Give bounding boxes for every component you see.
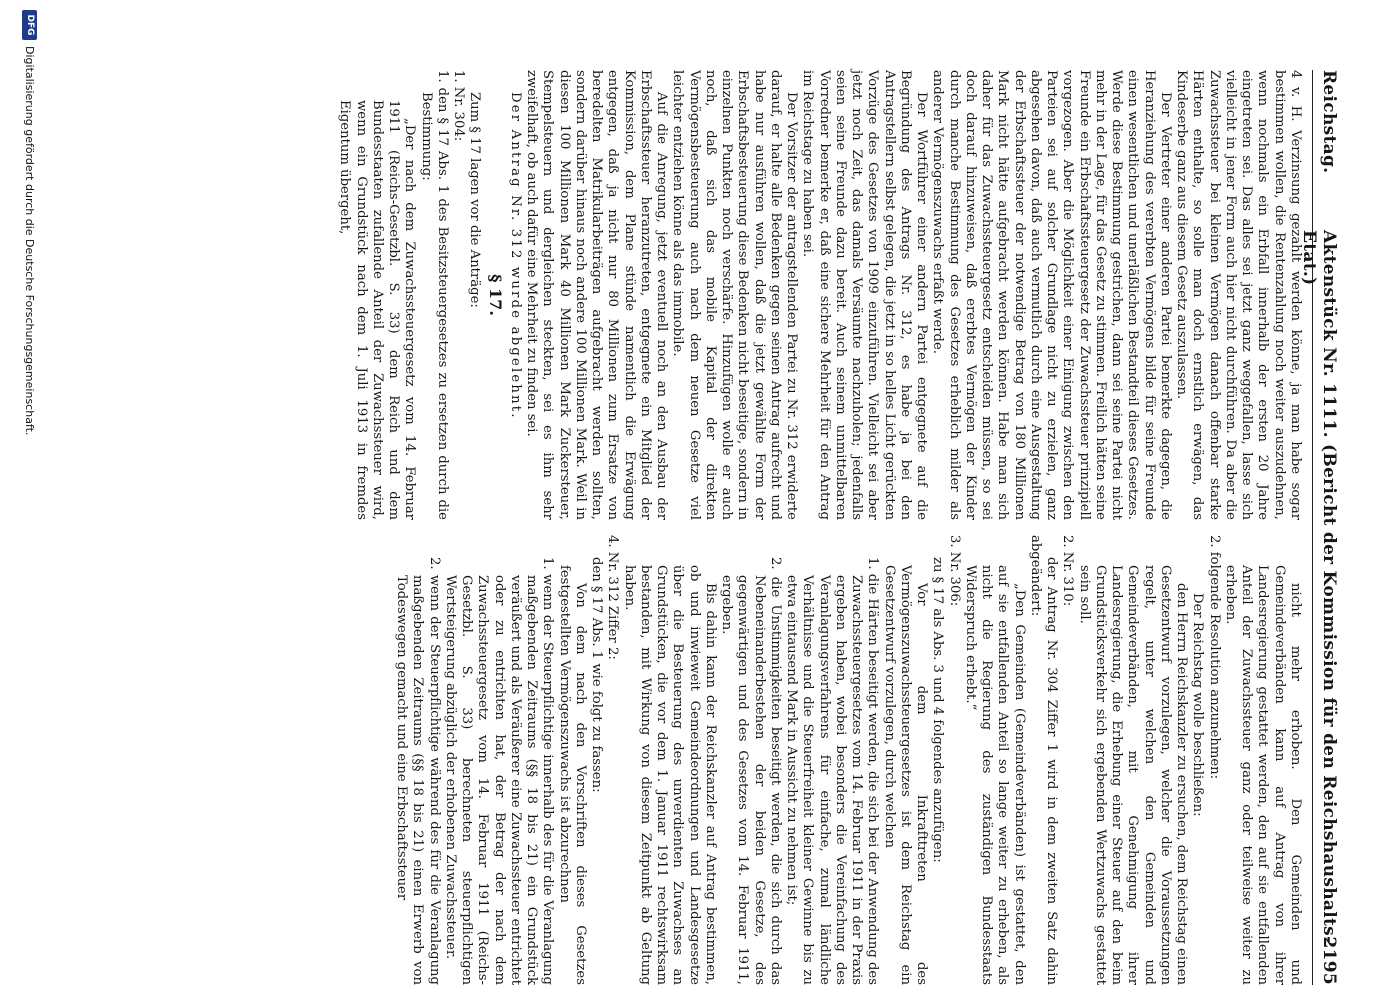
paragraph: 4 v. H. Verzinsung gezahlt werden könne, ja man habe sogar bestimmen wollen, die Rentenzahlung noch weiter auszudehnen, wenn nochmals ein Erbfall innerhalb der ersten 20 Jahre eingetreten sei. Das alles sei jetzt ganz weggefallen, lasse sich vielleicht in jener Form auch hier nicht durchführen. Da aber die Zuwachssteuer bei kleinen Vermögen danach offenbar starke Härten enthalte, so solle man doch ernstlich erwägen, das Kindeserbe ganz aus diesem Gesetz auszulassen.	[1174, 70, 1303, 520]
dfg-logo: DFG	[22, 10, 37, 40]
paragraph: der Antrag Nr. 304 Ziffer 1 wird in dem zweiten Satz dahin abgeändert:	[1028, 535, 1060, 985]
paragraph: Bis dahin kann der Reichskanzler auf Antrag bestimmen, ob und inwieweit Gemeindeordnungen und Landesgesetze über die Besteuerung des unverdienten Zuwachses an Grundstücken, die vor dem 1. Januar 1911 rechtswirksam bestanden, mit Wirkung von diesem Zeitpunkt ab Geltung haben.	[621, 565, 718, 985]
list-item: 2. die Unstimmigkeiten beseitigt werden, die sich durch das Nebeneinanderbestehen der beiden Gesetze, des gegenwärtigen und des Gesetzes vom 14. Februar 1911, ergeben.	[719, 557, 783, 985]
quoted-text: „Der nach dem Zuwachssteuergesetz vom 14. Februar 1911 (Reichs-Gesetzbl. S. 33) dem Reich und dem Bundesstaaten zufallende Anteil der Zuwachssteuer wird, wenn ein Grundstück nach dem 1. Juli 1913 in fremdes Eigentum übergeht,	[337, 100, 418, 520]
header-title: Aktenstück Nr. 1111. (Bericht der Kommission für den Reichshaushalts-Etat.)	[1299, 230, 1339, 944]
paragraph: Der Vertreter einer anderen Partei bemerkte dagegen, die Heranziehung des vererbten Vermögens bilde für seine Freunde einen wesentlichen und unerläßlichen Bestandteil dieses Gesetzes. Werde diese Bestimmung gestrichen, dann sei seine Partei nicht mehr in der Lage, für das Gesetz zu stimmen. Freilich hätten seine Freunde ein Erbschaftssteuergesetz der Zuwachssteuer prinzipiell vorgezogen. Aber die Möglichkeit einer Einigung zwischen den Parteien sei auf solcher Grundlage nicht zu erzielen, ganz abgesehen davon, daß auch vermutlich durch eine Ausgestaltung der Erbschaftssteuer der notwendige Betrag von 180 Millionen Mark nicht hätte aufgebracht werden können. Habe man sich daher für das Zuwachssteuergesetz entscheiden müssen, so sei doch darauf hinzuweisen, daß ererbtes Vermögen der Kinder durch manche Bestimmung des Gesetzes erheblich milder als anderer Vermögenszuwachs erfaßt werde.	[930, 70, 1173, 520]
section-intro: Zum § 17 lagen vor die Anträge:	[467, 92, 483, 308]
paragraph: Der Vorsitzer der antragstellenden Partei zu Nr. 312 erwiderte darauf, er halte alle Bedenken gegen seinen Antrag aufrecht und habe nur ausführen wollen, daß die jetzt gewählte Form der Erbschaftsbesteuerung diese Bedenken nicht beseitige, sondern in einzelnen Punkten noch verschärfe. Hinzufügen wolle er auch noch, daß sich das mobile Kapital der direkten Vermögensbesteuerung auch nach dem neuen Gesetze viel leichter entziehen könne als das immobile.	[670, 70, 800, 520]
paragraph: Der Antrag Nr. 312 wurde abgelehnt.	[508, 92, 523, 420]
paragraph: den § 17 Abs. 1 wie folgt zu fassen:	[589, 557, 605, 793]
list-item: 2. wenn der Steuerpflichtige während des für die Veranlagung maßgebenden Zeitraums (§§ 18 bis 21) einen Erwerb von Todeswegen gemacht und eine Erbschaftssteuer	[394, 557, 442, 985]
list-item: 2. folgende Resolution anzunehmen:	[1206, 535, 1222, 780]
paragraph: nicht mehr erhoben. Den Gemeinden und Gemeindeverbänden kann auf Antrag von ihrer Landesregierung gestattet werden, den auf sie entfallenden Anteil der Zuwachssteuer ganz oder teilweise weiter zu erheben.	[1223, 565, 1303, 985]
left-column	[336, 70, 1303, 520]
page-footer	[16, 0, 38, 1000]
paragraph: Auf die Anregung, jetzt eventuell noch an den Ausbau der Erbschaftssteuer heranzutreten, entgegnete ein Mitglied der Kommission, dem Plane stünde namentlich die Erwägung entgegen, daß ja nicht nur 80 Millionen zum Ersatze von beredelten Matrikularbeiträgen aufgebracht werden sollten, sondern darüber hinaus noch andere 100 Millionen Mark. Weil in diesen 100 Millionen Mark 40 Millionen Mark Zuckersteuer, Stempelsteuern und dergleichen steckten, sei es ihm sehr zweifelhaft, ob auch dafür eine Mehrheit zu finden sei.	[524, 70, 670, 520]
paragraph: Vor dem Inkrafttreten des Vermögenszuwachssteuergesetzes ist dem Reichstag ein Gesetzentwurf vorzulegen, durch welchen	[881, 565, 930, 985]
section-heading: § 17.	[485, 274, 505, 316]
page-header	[1299, 70, 1343, 985]
paragraph: Der Wortführer einer andern Partei entgegnete auf die Begründung des Antrags Nr. 312, es habe ja bei den Antragstellern selbst gelegen, die jetzt in so helles Licht gerückten Vorzüge des Gesetzes von 1909 einzuführen. Vielleicht sei aber jetzt noch Zeit, das damals Versäumte nachzuholen; jedenfalls seien seine Freunde dazu bereit. Auch seinem unmittelbaren Vorredner bemerke er, daß eine sichere Mehrheit für den Antrag im Reichstage zu haben sei.	[800, 70, 930, 520]
paragraph: Von dem nach den Vorschriften dieses Gesetzes festgestellten Vermögenszuwachs ist abzurechnen	[556, 565, 588, 985]
header-left: Reichstag.	[1319, 70, 1339, 174]
paragraph: den Herrn Reichskanzler zu ersuchen, dem Reichstag einen Gesetzentwurf vorzulegen, welcher die Voraussetzungen regelt, unter welchen den Gemeinden und Gemeindeverbänden, mit Genehmigung ihrer Landesregierung, die Erhebung einer Steuer auf den beim Grundstücksverkehr sich ergebenden Wertzuwachs gestattet sein soll.	[1076, 565, 1190, 985]
funding-note: Digitalisierung gefördert durch die Deutsche Forschungsgemeinschaft.	[23, 46, 36, 436]
list-item: 1. Nr. 304:	[451, 70, 467, 142]
list-item: 2. Nr. 310:	[1060, 535, 1076, 607]
list-item: 4. Nr. 312 Ziffer 2:	[605, 535, 621, 660]
paragraph: zu § 17 als Abs. 3 und 4 folgendes anzufügen:	[930, 557, 946, 863]
list-item: 1. die Härten beseitigt werden, die sich bei der Anwendung des Zuwachssteuergesetzes vom 14. Februar 1911 in der Praxis ergeben haben, wobei besonders die Vereinfachung des Veranlagungsverfahrens für einfache, zumal ländliche Verhältnisse und die Steuerfreiheit kleiner Gewinne bis zu etwa eintausend Mark in Aussicht zu nehmen ist;	[784, 557, 881, 985]
list-item: 1. den § 17 Abs. 1 des Besitzsteuergesetzes zu ersetzen durch die Bestimmung:	[418, 70, 450, 520]
list-item: 1. wenn der Steuerpflichtige innerhalb des für die Veranlagung maßgebenden Zeitraums (§§ 18 bis 21) ein Grundstück veräußert und als Veräußerer eine Zuwachssteuer entrichtet oder zu entrichten hat, der Betrag der nach dem Zuwachssteuergesetz vom 14. Februar 1911 (Reichs-Gesetzbl. S. 33) berechneten steuerpflichtigen Wertsteigerung abzüglich der erhobenen Zuwachssteuer.	[443, 557, 556, 985]
list-item: 3. Nr. 306:	[946, 535, 962, 607]
quoted-text: „Den Gemeinden (Gemeindeverbänden) ist gestattet, den auf sie entfallenden Anteil so lange weiter zu erheben, als nicht die Regierung des zuständigen Bundesstaats Widerspruch erhebt.“	[963, 565, 1027, 985]
right-column	[393, 535, 1303, 985]
page-number: 2195	[1319, 936, 1339, 985]
paragraph: Der Reichstag wolle beschließen:	[1190, 593, 1206, 817]
